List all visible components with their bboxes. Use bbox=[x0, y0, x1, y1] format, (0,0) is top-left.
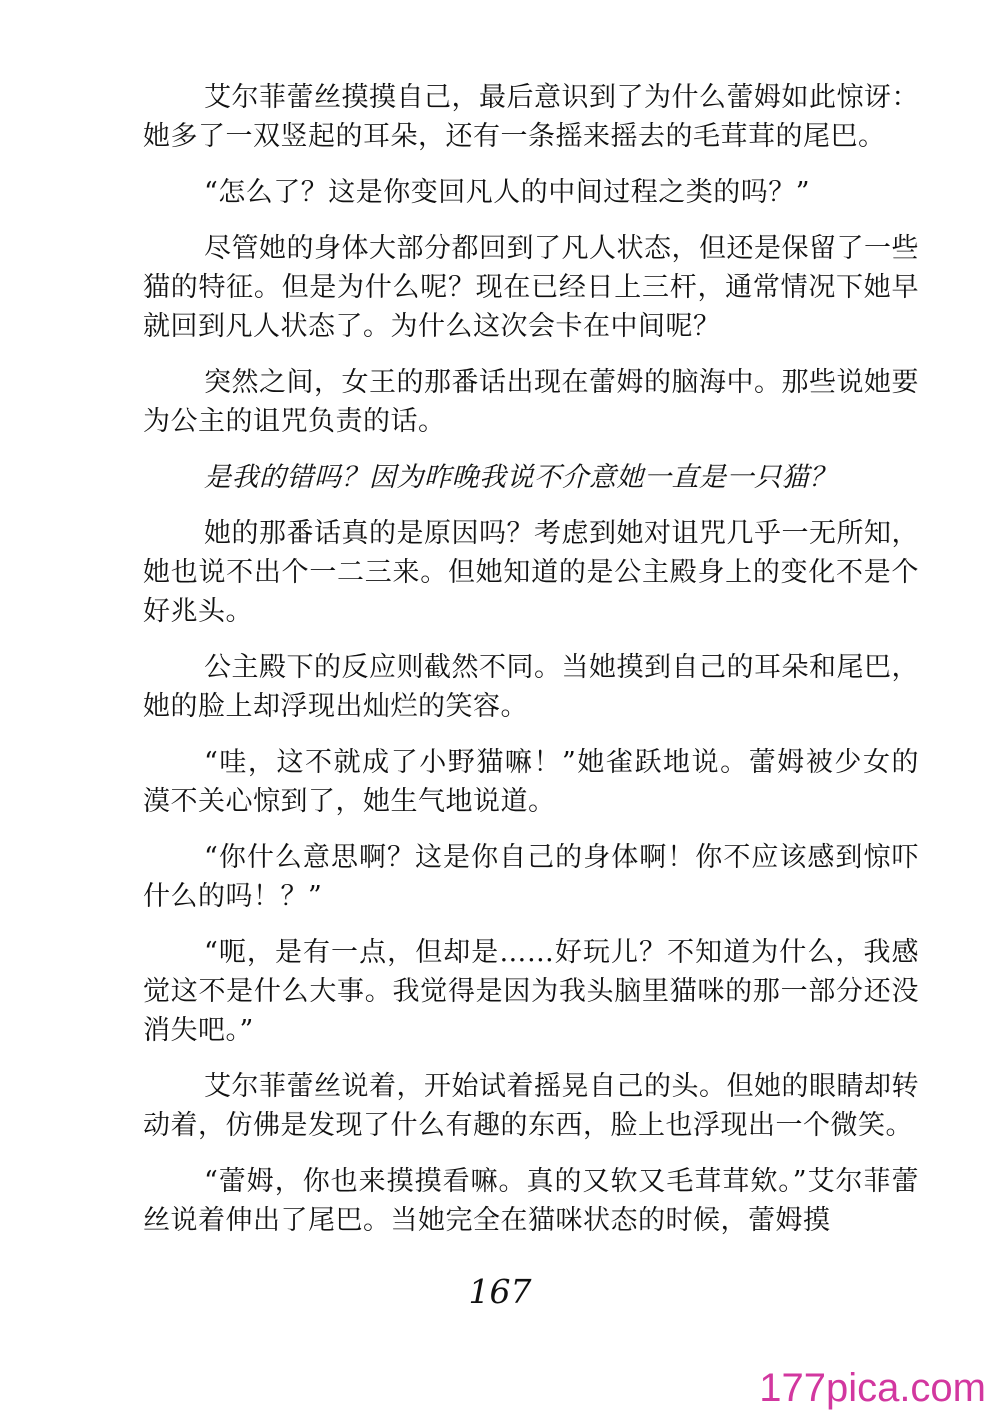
paragraph-9: “你什么意思啊？这是你自己的身体啊！你不应该感到惊吓什么的吗！？” bbox=[143, 842, 919, 912]
paragraph-4: 突然之间，女王的那番话出现在蕾姆的脑海中。那些说她要为公主的诅咒负责的话。 bbox=[143, 367, 919, 437]
paragraph-11: 艾尔菲蕾丝说着，开始试着摇晃自己的头。但她的眼睛却转动着，仿佛是发现了什么有趣的东西，脸上也浮现出一个微笑。 bbox=[143, 1071, 919, 1141]
page-number: 167 bbox=[468, 1272, 532, 1311]
paragraph-6: 她的那番话真的是原因吗？考虑到她对诅咒几乎一无所知，她也说不出个一二三来。但她知道的是公主殿身上的变化不是个好兆头。 bbox=[143, 518, 919, 627]
page-body bbox=[143, 78, 919, 1257]
paragraph-7: 公主殿下的反应则截然不同。当她摸到自己的耳朵和尾巴，她的脸上却浮现出灿烂的笑容。 bbox=[143, 652, 919, 722]
paragraph-12: “蕾姆，你也来摸摸看嘛。真的又软又毛茸茸欸。”艾尔菲蕾丝说着伸出了尾巴。当她完全在猫咪状态的时候，蕾姆摸 bbox=[143, 1166, 919, 1236]
paragraph-3: 尽管她的身体大部分都回到了凡人状态，但还是保留了一些猫的特征。但是为什么呢？现在已经日上三杆，通常情况下她早就回到凡人状态了。为什么这次会卡在中间呢？ bbox=[143, 233, 919, 342]
paragraph-10: “呃，是有一点，但却是……好玩儿？不知道为什么，我感觉这不是什么大事。我觉得是因为我头脑里猫咪的那一部分还没消失吧。” bbox=[143, 937, 919, 1046]
paragraph-2: “怎么了？这是你变回凡人的中间过程之类的吗？” bbox=[204, 177, 811, 208]
paragraph-5-inner-thought: 是我的错吗？因为昨晚我说不介意她一直是一只猫？ bbox=[204, 462, 837, 493]
watermark: 177pica.com bbox=[759, 1366, 986, 1410]
paragraph-1: 艾尔菲蕾丝摸摸自己，最后意识到了为什么蕾姆如此惊讶：她多了一双竖起的耳朵，还有一条摇来摇去的毛茸茸的尾巴。 bbox=[143, 82, 919, 152]
paragraph-8: “哇，这不就成了小野猫嘛！”她雀跃地说。蕾姆被少女的漠不关心惊到了，她生气地说道。 bbox=[143, 747, 919, 817]
